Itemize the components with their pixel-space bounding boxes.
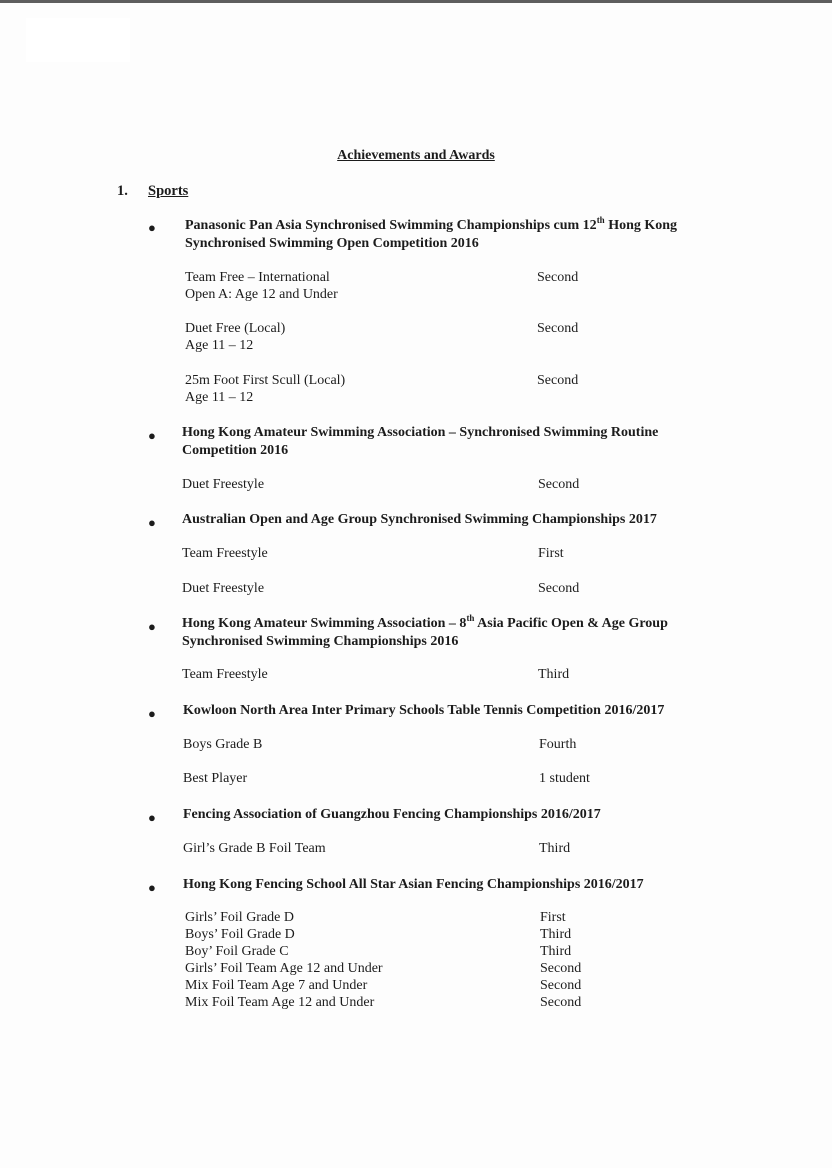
result-award: Second bbox=[540, 978, 582, 993]
competition-title-line2: Competition 2016 bbox=[182, 443, 289, 458]
bullet: ● bbox=[148, 220, 156, 235]
result-award: Third bbox=[540, 944, 572, 959]
event-line: Age 11 – 12 bbox=[185, 338, 254, 353]
event-line: Team Free – International bbox=[185, 270, 330, 285]
result-award: Third bbox=[538, 667, 570, 682]
result-award: Second bbox=[537, 270, 579, 285]
result-award: Fourth bbox=[539, 737, 577, 752]
result-event-list bbox=[185, 909, 383, 1011]
event-line: Age 11 – 12 bbox=[185, 390, 254, 405]
competition-heading bbox=[183, 806, 601, 824]
result-event: Boys Grade B bbox=[183, 737, 263, 752]
competition-title-part: Fencing Association of Guangzhou Fencing Championships 2016/2017 bbox=[183, 807, 601, 822]
competition-title-part: Hong Kong Amateur Swimming Association – Synchronised Swimming Routine bbox=[182, 425, 659, 440]
redaction-patch bbox=[26, 18, 130, 62]
result-award: 1 student bbox=[539, 771, 590, 786]
section-number: 1. bbox=[117, 183, 128, 199]
competition-title-part: Hong Kong Fencing School All Star Asian Fencing Championships 2016/2017 bbox=[183, 877, 644, 892]
result-award: Second bbox=[537, 373, 579, 388]
result-award: Second bbox=[538, 581, 580, 596]
bullet: ● bbox=[148, 428, 156, 443]
result-event: Duet Freestyle bbox=[182, 581, 265, 596]
bullet: ● bbox=[148, 810, 156, 825]
result-event: Boy’ Foil Grade C bbox=[185, 944, 289, 959]
result-event: Girls’ Foil Grade D bbox=[185, 910, 294, 925]
result-event bbox=[185, 320, 285, 354]
ordinal-superscript: th bbox=[596, 215, 605, 225]
result-event: Duet Freestyle bbox=[182, 477, 265, 492]
result-event bbox=[185, 269, 338, 303]
result-event: Team Freestyle bbox=[182, 546, 268, 561]
result-event: Girls’ Foil Team Age 12 and Under bbox=[185, 961, 383, 976]
event-line: Duet Free (Local) bbox=[185, 321, 286, 336]
section-heading: Sports bbox=[148, 183, 189, 199]
result-event bbox=[185, 372, 345, 406]
result-event: Mix Foil Team Age 7 and Under bbox=[185, 978, 368, 993]
result-award: First bbox=[540, 910, 566, 925]
result-event: Best Player bbox=[183, 771, 248, 786]
result-award: Third bbox=[540, 927, 572, 942]
competition-title-part: Panasonic Pan Asia Synchronised Swimming Championships cum 12 bbox=[185, 218, 597, 233]
result-event: Mix Foil Team Age 12 and Under bbox=[185, 995, 375, 1010]
competition-heading bbox=[182, 424, 658, 460]
competition-heading bbox=[185, 217, 677, 253]
competition-title-part: Australian Open and Age Group Synchronised Swimming Championships 2017 bbox=[182, 512, 657, 527]
competition-heading bbox=[183, 876, 644, 894]
event-line: Open A: Age 12 and Under bbox=[185, 287, 338, 302]
result-award: First bbox=[538, 546, 564, 561]
result-event: Boys’ Foil Grade D bbox=[185, 927, 295, 942]
result-award: Second bbox=[538, 477, 580, 492]
result-award: Second bbox=[540, 995, 582, 1010]
competition-title-part: Kowloon North Area Inter Primary Schools Table Tennis Competition 2016/2017 bbox=[183, 703, 665, 718]
competition-heading bbox=[182, 511, 657, 529]
page-title: Achievements and Awards bbox=[337, 148, 495, 163]
result-award: Second bbox=[537, 321, 579, 336]
competition-title-line2: Synchronised Swimming Open Competition 2016 bbox=[185, 236, 479, 251]
bullet: ● bbox=[148, 706, 156, 721]
bullet: ● bbox=[148, 619, 156, 634]
competition-title-line2: Synchronised Swimming Championships 2016 bbox=[182, 634, 459, 649]
bullet: ● bbox=[148, 515, 156, 530]
competition-title-part: Hong Kong bbox=[604, 218, 678, 233]
bullet: ● bbox=[148, 880, 156, 895]
result-event: Team Freestyle bbox=[182, 667, 268, 682]
competition-heading bbox=[183, 702, 664, 720]
result-award: Third bbox=[539, 841, 571, 856]
ordinal-superscript: th bbox=[466, 613, 475, 623]
event-line: 25m Foot First Scull (Local) bbox=[185, 373, 346, 388]
competition-heading bbox=[182, 615, 668, 651]
result-event: Girl’s Grade B Foil Team bbox=[183, 841, 326, 856]
scan-top-edge bbox=[0, 0, 832, 3]
competition-title-part: Hong Kong Amateur Swimming Association – 8 bbox=[182, 616, 467, 631]
competition-title-part: Asia Pacific Open & Age Group bbox=[474, 616, 668, 631]
result-award: Second bbox=[540, 961, 582, 976]
result-award-list bbox=[540, 909, 581, 1011]
